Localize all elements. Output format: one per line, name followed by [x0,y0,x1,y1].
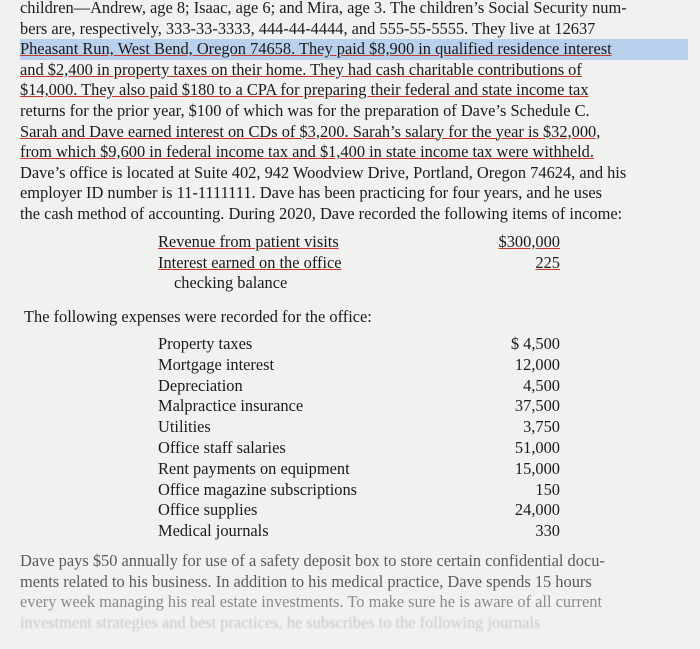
intro-line-highlighted: Pheasant Run, West Bend, Oregon 74658. They paid $8,900 in qualified residence interest [20,39,688,60]
intro-line: Dave’s office is located at Suite 402, 942 Woodview Drive, Portland, Oregon 74624, and his [20,162,627,182]
income-label: checking balance [174,273,288,293]
expense-row [158,438,560,459]
intro-line: children—Andrew, age 8; Isaac, age 6; and Mira, age 3. The children’s Social Security num- [20,0,627,17]
expense-amount: 15,000 [514,458,560,478]
income-table [158,232,560,294]
closing-line: every week managing his real estate investments. To make sure he is aware of all current [20,592,603,612]
expense-amount: 24,000 [514,500,560,520]
expense-label: Office magazine subscriptions [158,479,358,499]
closing-paragraph [20,551,688,633]
expense-row [158,500,560,521]
expense-row [158,334,560,355]
intro-paragraph [20,0,688,225]
closing-line-faded: investment strategies and best practices, he subscribes to the following journals [20,612,541,632]
expense-label: Malpractice insurance [158,396,304,416]
closing-line: ments related to his business. In addition to his medical practice, Dave spends 15 hours [20,571,592,591]
expense-amount: $ 4,500 [510,334,560,353]
intro-line-underlined: and $2,400 in property taxes on their home. They had cash charitable contributions of [20,59,582,79]
expense-label: Mortgage interest [158,354,275,374]
expense-label: Medical journals [158,521,269,541]
expense-row [158,355,560,376]
closing-line: Dave pays $50 annually for use of a safety deposit box to store certain confidential docu- [20,551,605,570]
income-label: Revenue from patient visits [158,232,339,251]
expense-amount: 12,000 [514,354,560,374]
expense-amount: 37,500 [514,396,560,416]
expense-row [158,480,560,501]
expense-label: Property taxes [158,334,253,353]
expense-row [158,459,560,480]
expense-row [158,376,560,397]
expense-row [158,521,560,542]
expense-amount: 330 [535,521,560,541]
expense-label: Rent payments on equipment [158,458,350,478]
intro-line-underlined: from which $9,600 in federal income tax and $1,400 in state income tax were withheld. [20,142,594,162]
income-amount: 225 [535,252,560,272]
expense-label: Utilities [158,417,211,437]
expense-amount: 150 [535,479,560,499]
expense-label: Office staff salaries [158,437,286,457]
intro-line-underlined: Sarah and Dave earned interest on CDs of $3,200. Sarah’s salary for the year is $32,000, [20,121,601,141]
intro-line: returns for the prior year, $100 of which was for the preparation of Dave’s Schedule C. [20,100,590,120]
income-row [158,273,560,294]
expense-row [158,396,560,417]
expenses-heading: The following expenses were recorded for the office: [24,307,372,326]
intro-line: employer ID number is 11-1111111. Dave has been practicing for four years, and he uses [20,183,602,203]
expense-row [158,417,560,438]
expenses-table [158,334,560,542]
intro-line-underlined: $14,000. They also paid $180 to a CPA for preparing their federal and state income tax [20,80,589,100]
expense-amount: 4,500 [523,375,560,395]
intro-line: the cash method of accounting. During 2020, Dave recorded the following items of income: [20,203,623,223]
income-label: Interest earned on the office [158,252,342,272]
expense-amount: 51,000 [514,437,560,457]
income-amount: $300,000 [498,232,560,251]
income-row [158,253,560,274]
income-row [158,232,560,253]
expense-label: Office supplies [158,500,258,520]
expense-label: Depreciation [158,375,243,395]
expense-amount: 3,750 [523,417,560,437]
intro-line: bers are, respectively, 333-33-3333, 444-44-4444, and 555-55-5555. They live at 12637 [20,18,596,38]
